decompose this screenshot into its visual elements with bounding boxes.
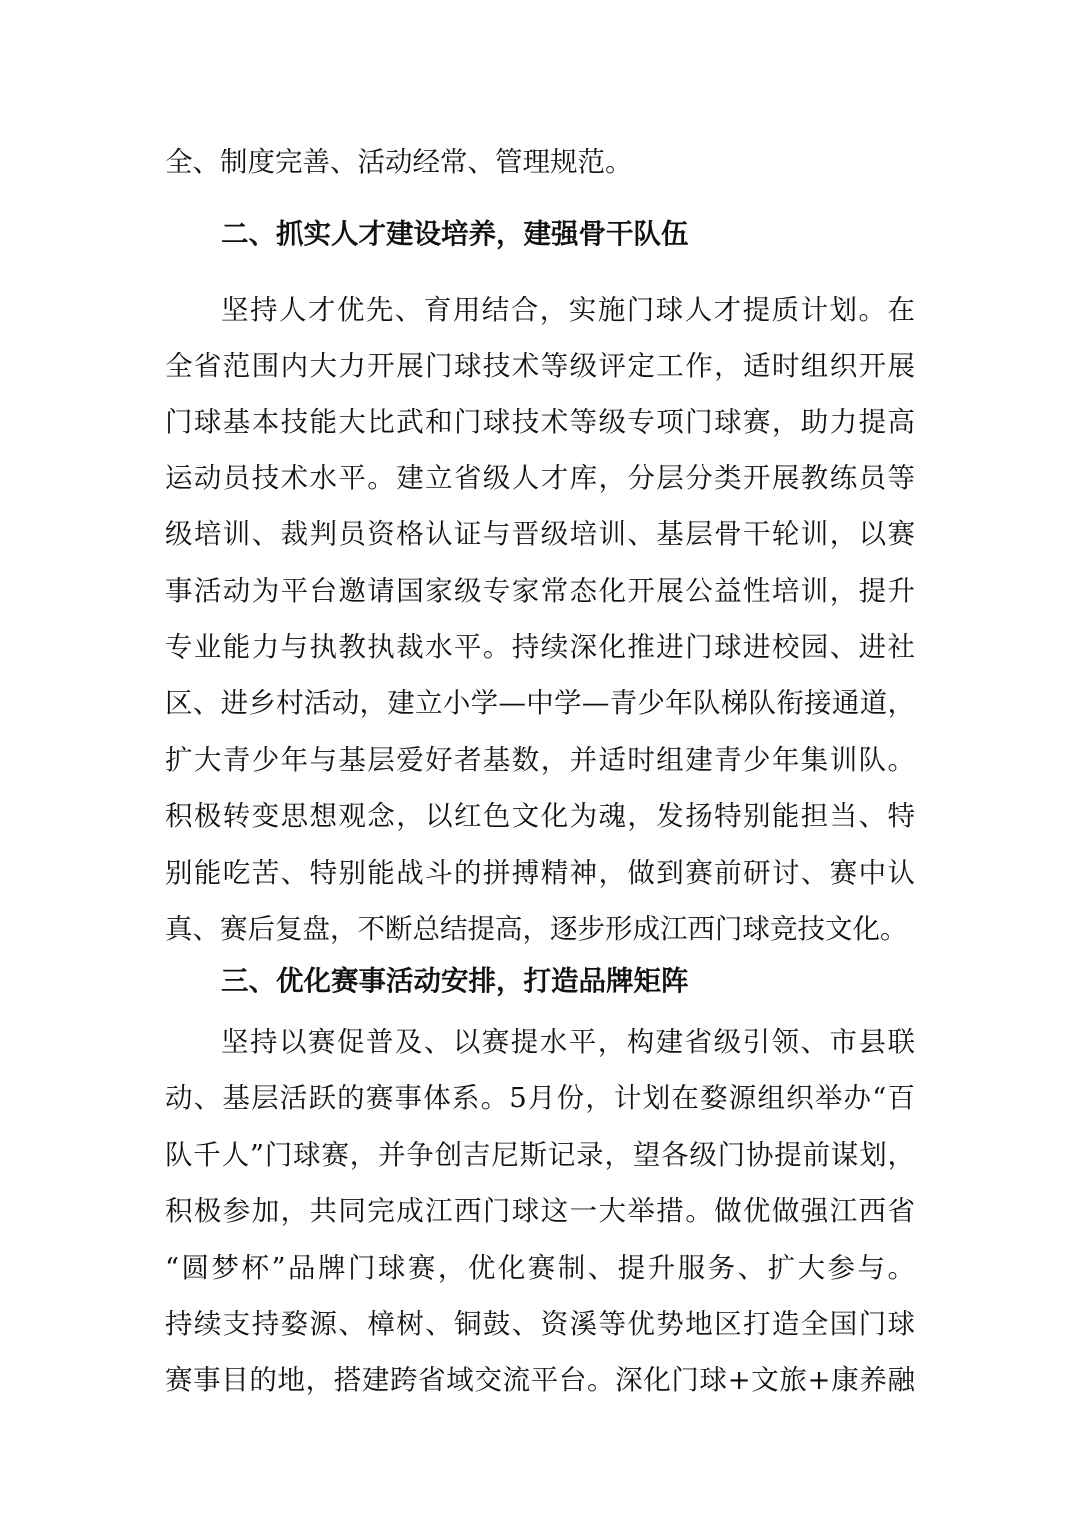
section2-line: 真、赛后复盘，不断总结提高，逐步形成江西门球竞技文化。 xyxy=(165,913,908,945)
section3-line: 队千人”门球赛，并争创吉尼斯记录，望各级门协提前谋划， xyxy=(165,1139,915,1171)
section2-line: 专业能力与执教执裁水平。持续深化推进门球进校园、进社 xyxy=(165,631,915,663)
section2-line: 级培训、裁判员资格认证与晋级培训、基层骨干轮训，以赛 xyxy=(165,518,915,550)
section2-line: 扩大青少年与基层爱好者基数，并适时组建青少年集训队。 xyxy=(165,744,915,776)
section2-line: 运动员技术水平。建立省级人才库，分层分类开展教练员等 xyxy=(165,462,915,494)
section2-line: 积极转变思想观念，以红色文化为魂，发扬特别能担当、特 xyxy=(165,800,915,832)
section-heading-2: 二、抓实人才建设培养，建强骨干队伍 xyxy=(221,218,689,250)
section2-line: 区、进乡村活动，建立小学—中学—青少年队梯队衔接通道， xyxy=(165,687,915,719)
section2-line: 事活动为平台邀请国家级专家常态化开展公益性培训，提升 xyxy=(165,575,915,607)
section3-line: 动、基层活跃的赛事体系。5月份，计划在婺源组织举办“百 xyxy=(165,1082,915,1114)
section2-line: 门球基本技能大比武和门球技术等级专项门球赛，助力提高 xyxy=(165,406,915,438)
section2-line: 别能吃苦、特别能战斗的拼搏精神，做到赛前研讨、赛中认 xyxy=(165,857,915,889)
section2-line: 坚持人才优先、育用结合，实施门球人才提质计划。在 xyxy=(221,294,915,326)
document-body xyxy=(165,132,915,1432)
section2-line: 全省范围内大力开展门球技术等级评定工作，适时组织开展 xyxy=(165,350,915,382)
paragraph-continuation-line: 全、制度完善、活动经常、管理规范。 xyxy=(165,146,633,178)
section3-line: “圆梦杯”品牌门球赛，优化赛制、提升服务、扩大参与。 xyxy=(165,1252,915,1284)
section3-line: 坚持以赛促普及、以赛提水平，构建省级引领、市县联 xyxy=(221,1026,915,1058)
section3-line: 积极参加，共同完成江西门球这一大举措。做优做强江西省 xyxy=(165,1195,915,1227)
section-heading-3: 三、优化赛事活动安排，打造品牌矩阵 xyxy=(221,965,689,997)
section3-line: 赛事目的地，搭建跨省域交流平台。深化门球+文旅+康养融 xyxy=(165,1364,915,1396)
section3-line: 持续支持婺源、樟树、铜鼓、资溪等优势地区打造全国门球 xyxy=(165,1308,915,1340)
